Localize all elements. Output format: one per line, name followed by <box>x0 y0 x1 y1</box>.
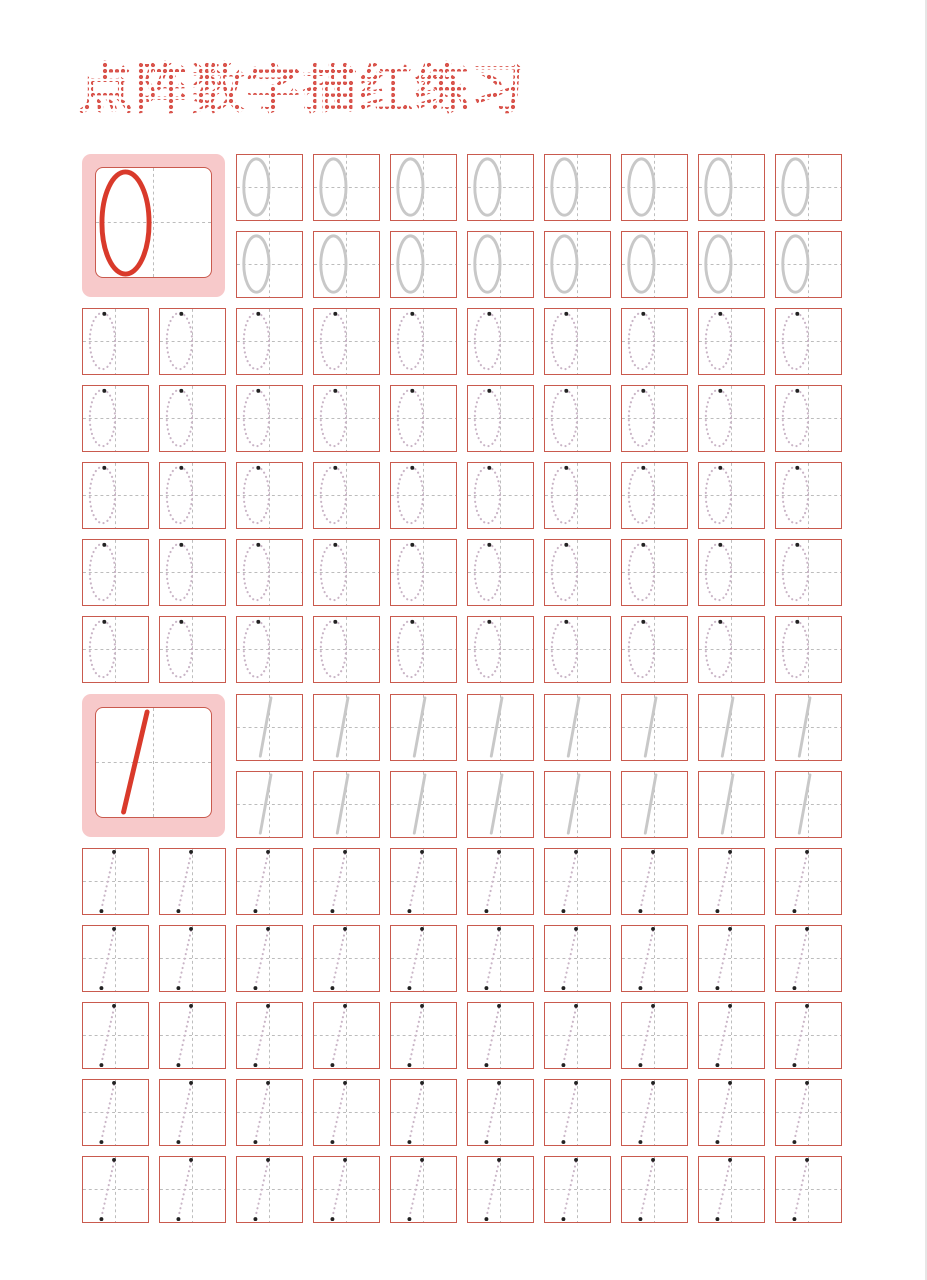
trace-cell <box>698 231 765 298</box>
dotted-cell <box>467 308 534 375</box>
dotted-cell <box>698 539 765 606</box>
dotted-cell <box>698 462 765 529</box>
trace-cell <box>698 771 765 838</box>
dotted-cell <box>775 616 842 683</box>
dotted-cell <box>621 848 688 915</box>
dotted-cell <box>313 925 380 992</box>
dotted-cell <box>775 462 842 529</box>
dotted-digit-0 <box>475 466 500 523</box>
dotted-digit-0 <box>706 466 731 523</box>
dotted-digit-0 <box>706 389 731 446</box>
trace-digit-0 <box>552 236 577 292</box>
dotted-cell <box>775 1002 842 1069</box>
trace-digit-0 <box>629 159 654 215</box>
trace-cell <box>775 771 842 838</box>
trace-digit-0 <box>783 159 808 215</box>
dotted-digit-0 <box>90 620 115 677</box>
dotted-digit-0 <box>244 543 269 600</box>
example-box-digit-0 <box>82 154 225 297</box>
dotted-cell <box>159 385 226 452</box>
dotted-cell <box>467 539 534 606</box>
dotted-digit-0 <box>321 620 346 677</box>
dotted-digit-0 <box>629 312 654 369</box>
dotted-cell <box>621 539 688 606</box>
dotted-digit-0 <box>167 620 192 677</box>
trace-digit-0 <box>552 159 577 215</box>
dotted-digit-0 <box>398 312 423 369</box>
dotted-cell <box>698 385 765 452</box>
dotted-cell <box>390 539 457 606</box>
dotted-cell <box>621 1079 688 1146</box>
trace-digit-0 <box>398 159 423 215</box>
trace-cell <box>236 771 303 838</box>
trace-cell <box>313 154 380 221</box>
dotted-cell <box>236 848 303 915</box>
dotted-cell <box>159 616 226 683</box>
trace-cell <box>775 154 842 221</box>
trace-cell <box>390 694 457 761</box>
dotted-cell <box>236 616 303 683</box>
dotted-cell <box>544 462 611 529</box>
dotted-digit-0 <box>706 620 731 677</box>
dotted-cell <box>159 1079 226 1146</box>
trace-digit-0 <box>629 236 654 292</box>
dotted-cell <box>698 848 765 915</box>
trace-cell <box>313 771 380 838</box>
trace-cell <box>544 231 611 298</box>
dotted-digit-0 <box>783 312 808 369</box>
trace-cell <box>544 694 611 761</box>
dotted-cell <box>698 616 765 683</box>
dotted-cell <box>621 616 688 683</box>
dotted-cell <box>390 616 457 683</box>
dotted-cell <box>159 308 226 375</box>
dotted-cell <box>390 1079 457 1146</box>
trace-digit-0 <box>244 236 269 292</box>
dotted-digit-0 <box>475 543 500 600</box>
dotted-cell <box>236 1156 303 1223</box>
trace-cell <box>467 154 534 221</box>
dotted-cell <box>313 1002 380 1069</box>
dotted-cell <box>544 1079 611 1146</box>
dotted-cell <box>313 308 380 375</box>
dotted-digit-0 <box>552 620 577 677</box>
dotted-cell <box>698 308 765 375</box>
dotted-cell <box>313 385 380 452</box>
dotted-cell <box>390 462 457 529</box>
dotted-digit-0 <box>783 389 808 446</box>
dotted-cell <box>236 308 303 375</box>
trace-digit-0 <box>398 236 423 292</box>
dotted-cell <box>390 385 457 452</box>
dotted-digit-0 <box>90 543 115 600</box>
dotted-digit-0 <box>90 312 115 369</box>
dotted-cell <box>621 385 688 452</box>
dotted-cell <box>390 925 457 992</box>
dotted-cell <box>82 925 149 992</box>
dotted-cell <box>621 1156 688 1223</box>
example-cell <box>95 707 212 818</box>
dotted-cell <box>313 462 380 529</box>
dotted-cell <box>82 1002 149 1069</box>
dotted-cell <box>544 308 611 375</box>
dotted-digit-0 <box>475 620 500 677</box>
trace-digit-0 <box>475 159 500 215</box>
dotted-digit-0 <box>321 466 346 523</box>
trace-digit-0 <box>706 236 731 292</box>
dotted-cell <box>236 1079 303 1146</box>
dotted-cell <box>698 1156 765 1223</box>
dotted-digit-0 <box>552 389 577 446</box>
dotted-cell <box>467 616 534 683</box>
dotted-cell <box>82 308 149 375</box>
dotted-digit-0 <box>167 543 192 600</box>
dotted-cell <box>236 925 303 992</box>
trace-cell <box>236 154 303 221</box>
dotted-cell <box>313 1156 380 1223</box>
trace-cell <box>390 231 457 298</box>
dotted-cell <box>775 1156 842 1223</box>
dotted-digit-0 <box>244 620 269 677</box>
trace-cell <box>698 694 765 761</box>
dotted-digit-0 <box>629 466 654 523</box>
dotted-digit-0 <box>167 389 192 446</box>
dotted-digit-0 <box>783 466 808 523</box>
trace-cell <box>467 771 534 838</box>
dotted-digit-0 <box>167 466 192 523</box>
dotted-cell <box>82 1156 149 1223</box>
dotted-cell <box>467 385 534 452</box>
dotted-digit-0 <box>475 312 500 369</box>
dotted-cell <box>82 462 149 529</box>
trace-digit-0 <box>321 236 346 292</box>
dotted-digit-0 <box>552 543 577 600</box>
dotted-cell <box>698 1002 765 1069</box>
trace-digit-0 <box>321 159 346 215</box>
trace-cell <box>467 694 534 761</box>
trace-cell <box>621 771 688 838</box>
dotted-digit-0 <box>398 543 423 600</box>
dotted-cell <box>775 539 842 606</box>
dotted-cell <box>775 1079 842 1146</box>
dotted-cell <box>544 925 611 992</box>
dotted-cell <box>775 848 842 915</box>
dotted-cell <box>544 385 611 452</box>
trace-cell <box>698 154 765 221</box>
dotted-cell <box>313 616 380 683</box>
dotted-cell <box>467 1156 534 1223</box>
trace-cell <box>313 694 380 761</box>
dotted-cell <box>621 1002 688 1069</box>
dotted-digit-0 <box>398 389 423 446</box>
dotted-cell <box>236 385 303 452</box>
dotted-cell <box>390 308 457 375</box>
dotted-cell <box>775 925 842 992</box>
trace-cell <box>621 231 688 298</box>
dotted-cell <box>390 1156 457 1223</box>
trace-digit-0 <box>706 159 731 215</box>
dotted-digit-0 <box>398 466 423 523</box>
trace-cell <box>467 231 534 298</box>
trace-cell <box>390 154 457 221</box>
dotted-cell <box>159 1156 226 1223</box>
dotted-cell <box>159 925 226 992</box>
dotted-cell <box>82 616 149 683</box>
dotted-cell <box>236 1002 303 1069</box>
dotted-digit-0 <box>321 312 346 369</box>
dotted-cell <box>544 1156 611 1223</box>
dotted-digit-0 <box>321 543 346 600</box>
dotted-digit-0 <box>90 466 115 523</box>
dotted-digit-0 <box>167 312 192 369</box>
dotted-cell <box>544 539 611 606</box>
trace-cell <box>313 231 380 298</box>
example-box-digit-1 <box>82 694 225 837</box>
trace-cell <box>775 231 842 298</box>
dotted-digit-0 <box>90 389 115 446</box>
trace-cell <box>236 231 303 298</box>
dotted-cell <box>775 308 842 375</box>
dotted-cell <box>313 1079 380 1146</box>
dotted-cell <box>467 925 534 992</box>
trace-digit-0 <box>475 236 500 292</box>
dotted-cell <box>621 308 688 375</box>
dotted-cell <box>313 848 380 915</box>
dotted-cell <box>82 539 149 606</box>
dotted-cell <box>621 925 688 992</box>
example-cell <box>95 167 212 278</box>
trace-cell <box>544 771 611 838</box>
dotted-cell <box>390 848 457 915</box>
dotted-cell <box>82 848 149 915</box>
trace-cell <box>544 154 611 221</box>
trace-cell <box>236 694 303 761</box>
dotted-digit-0 <box>244 466 269 523</box>
dotted-digit-0 <box>475 389 500 446</box>
dotted-cell <box>82 385 149 452</box>
dotted-digit-0 <box>629 620 654 677</box>
trace-cell <box>775 694 842 761</box>
dotted-cell <box>544 616 611 683</box>
dotted-digit-0 <box>706 312 731 369</box>
dotted-digit-0 <box>244 389 269 446</box>
dotted-digit-0 <box>244 312 269 369</box>
dotted-cell <box>621 462 688 529</box>
dotted-cell <box>390 1002 457 1069</box>
trace-digit-0 <box>244 159 269 215</box>
dotted-cell <box>236 539 303 606</box>
dotted-cell <box>467 462 534 529</box>
dotted-digit-0 <box>629 543 654 600</box>
page-title: 点阵数字描红练习 <box>78 57 527 121</box>
example-digit-0 <box>102 172 149 274</box>
dotted-digit-0 <box>398 620 423 677</box>
trace-cell <box>621 154 688 221</box>
dotted-cell <box>698 925 765 992</box>
dotted-digit-0 <box>629 389 654 446</box>
dotted-cell <box>82 1079 149 1146</box>
trace-cell <box>390 771 457 838</box>
dotted-cell <box>236 462 303 529</box>
dotted-cell <box>313 539 380 606</box>
dotted-digit-0 <box>321 389 346 446</box>
dotted-digit-0 <box>783 543 808 600</box>
dotted-cell <box>544 848 611 915</box>
dotted-cell <box>159 848 226 915</box>
dotted-cell <box>159 1002 226 1069</box>
dotted-cell <box>159 539 226 606</box>
dotted-cell <box>775 385 842 452</box>
dotted-cell <box>698 1079 765 1146</box>
trace-cell <box>621 694 688 761</box>
trace-digit-0 <box>783 236 808 292</box>
dotted-digit-0 <box>552 312 577 369</box>
dotted-cell <box>467 1002 534 1069</box>
dotted-digit-0 <box>783 620 808 677</box>
dotted-cell <box>467 848 534 915</box>
dotted-cell <box>544 1002 611 1069</box>
dotted-cell <box>159 462 226 529</box>
dotted-digit-0 <box>552 466 577 523</box>
dotted-cell <box>467 1079 534 1146</box>
dotted-digit-0 <box>706 543 731 600</box>
